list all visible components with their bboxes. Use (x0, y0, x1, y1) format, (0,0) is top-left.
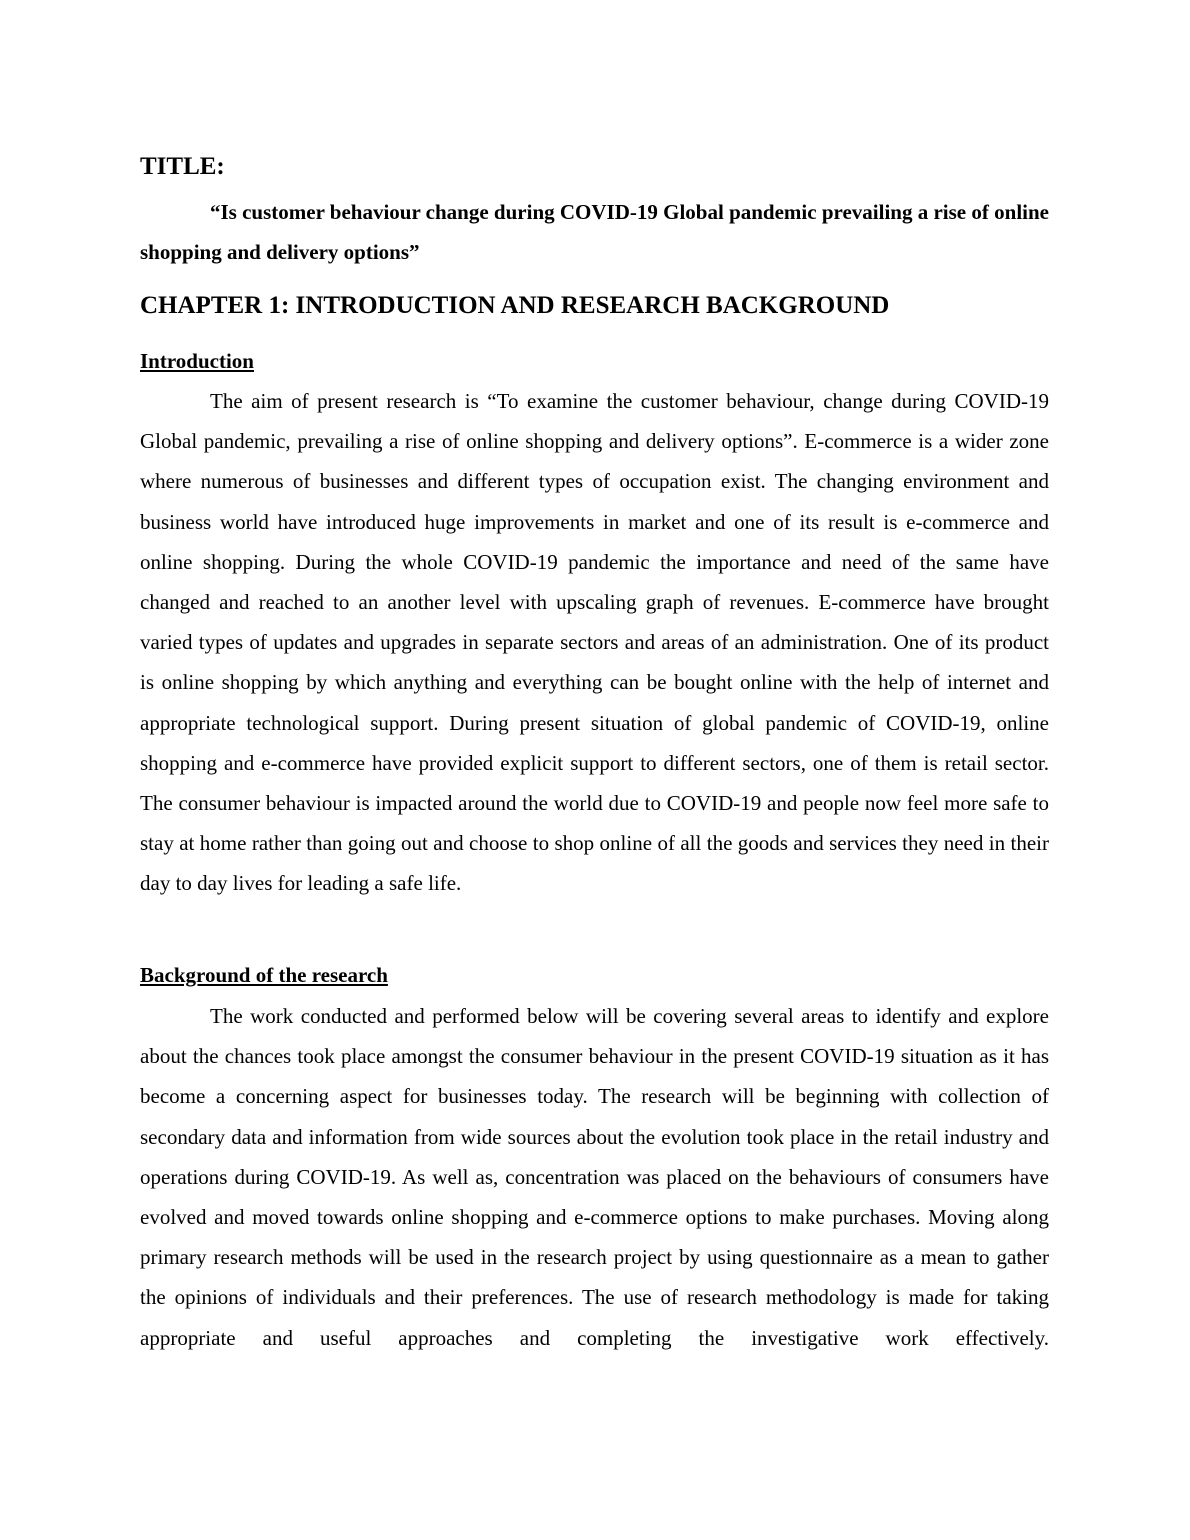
section-heading-introduction: Introduction (140, 349, 254, 373)
introduction-paragraph: The aim of present research is “To examine the customer behaviour, change during COVID-19 Global pandemic, prevailing a rise of online shopping and delivery options”. E-commerce is a wider zone where numerous of businesses and different types of occupation exist. The changing environment and business world have introduced huge improvements in market and one of its result is e-commerce and online shopping. During the whole COVID-19 pandemic the importance and need of the same have changed and reached to an another level with upscaling graph of revenues. E-commerce have brought varied types of updates and upgrades in separate sectors and areas of an administration. One of its product is online shopping by which anything and everything can be bought online with the help of internet and appropriate technological support. During present situation of global pandemic of COVID-19, online shopping and e-commerce have provided explicit support to different sectors, one of them is retail sector. The consumer behaviour is impacted around the world due to COVID-19 and people now feel more safe to stay at home rather than going out and choose to shop online of all the goods and services they need in their day to day lives for leading a safe life. (140, 389, 1049, 896)
section-heading-background: Background of the research (140, 963, 388, 987)
research-title: “Is customer behaviour change during COVID-19 Global pandemic prevailing a rise of online shopping and delivery options” (140, 200, 1049, 264)
background-paragraph: The work conducted and performed below will be covering several areas to identify and explore about the chances took place amongst the consumer behaviour in the present COVID-19 situation as it has become a concerning aspect for businesses today. The research will be beginning with collection of secondary data and information from wide sources about the evolution took place in the retail industry and operations during COVID-19. As well as, concentration was placed on the behaviours of consumers have evolved and moved towards online shopping and e-commerce options to make purchases. Moving along primary research methods will be used in the research project by using questionnaire as a mean to gather the opinions of individuals and their preferences. The use of research methodology is made for taking appropriate and useful approaches and completing the investigative work effectively. (140, 1004, 1049, 1350)
chapter-heading: CHAPTER 1: INTRODUCTION AND RESEARCH BACKGROUND (140, 292, 890, 319)
title-label: TITLE: (140, 153, 225, 180)
